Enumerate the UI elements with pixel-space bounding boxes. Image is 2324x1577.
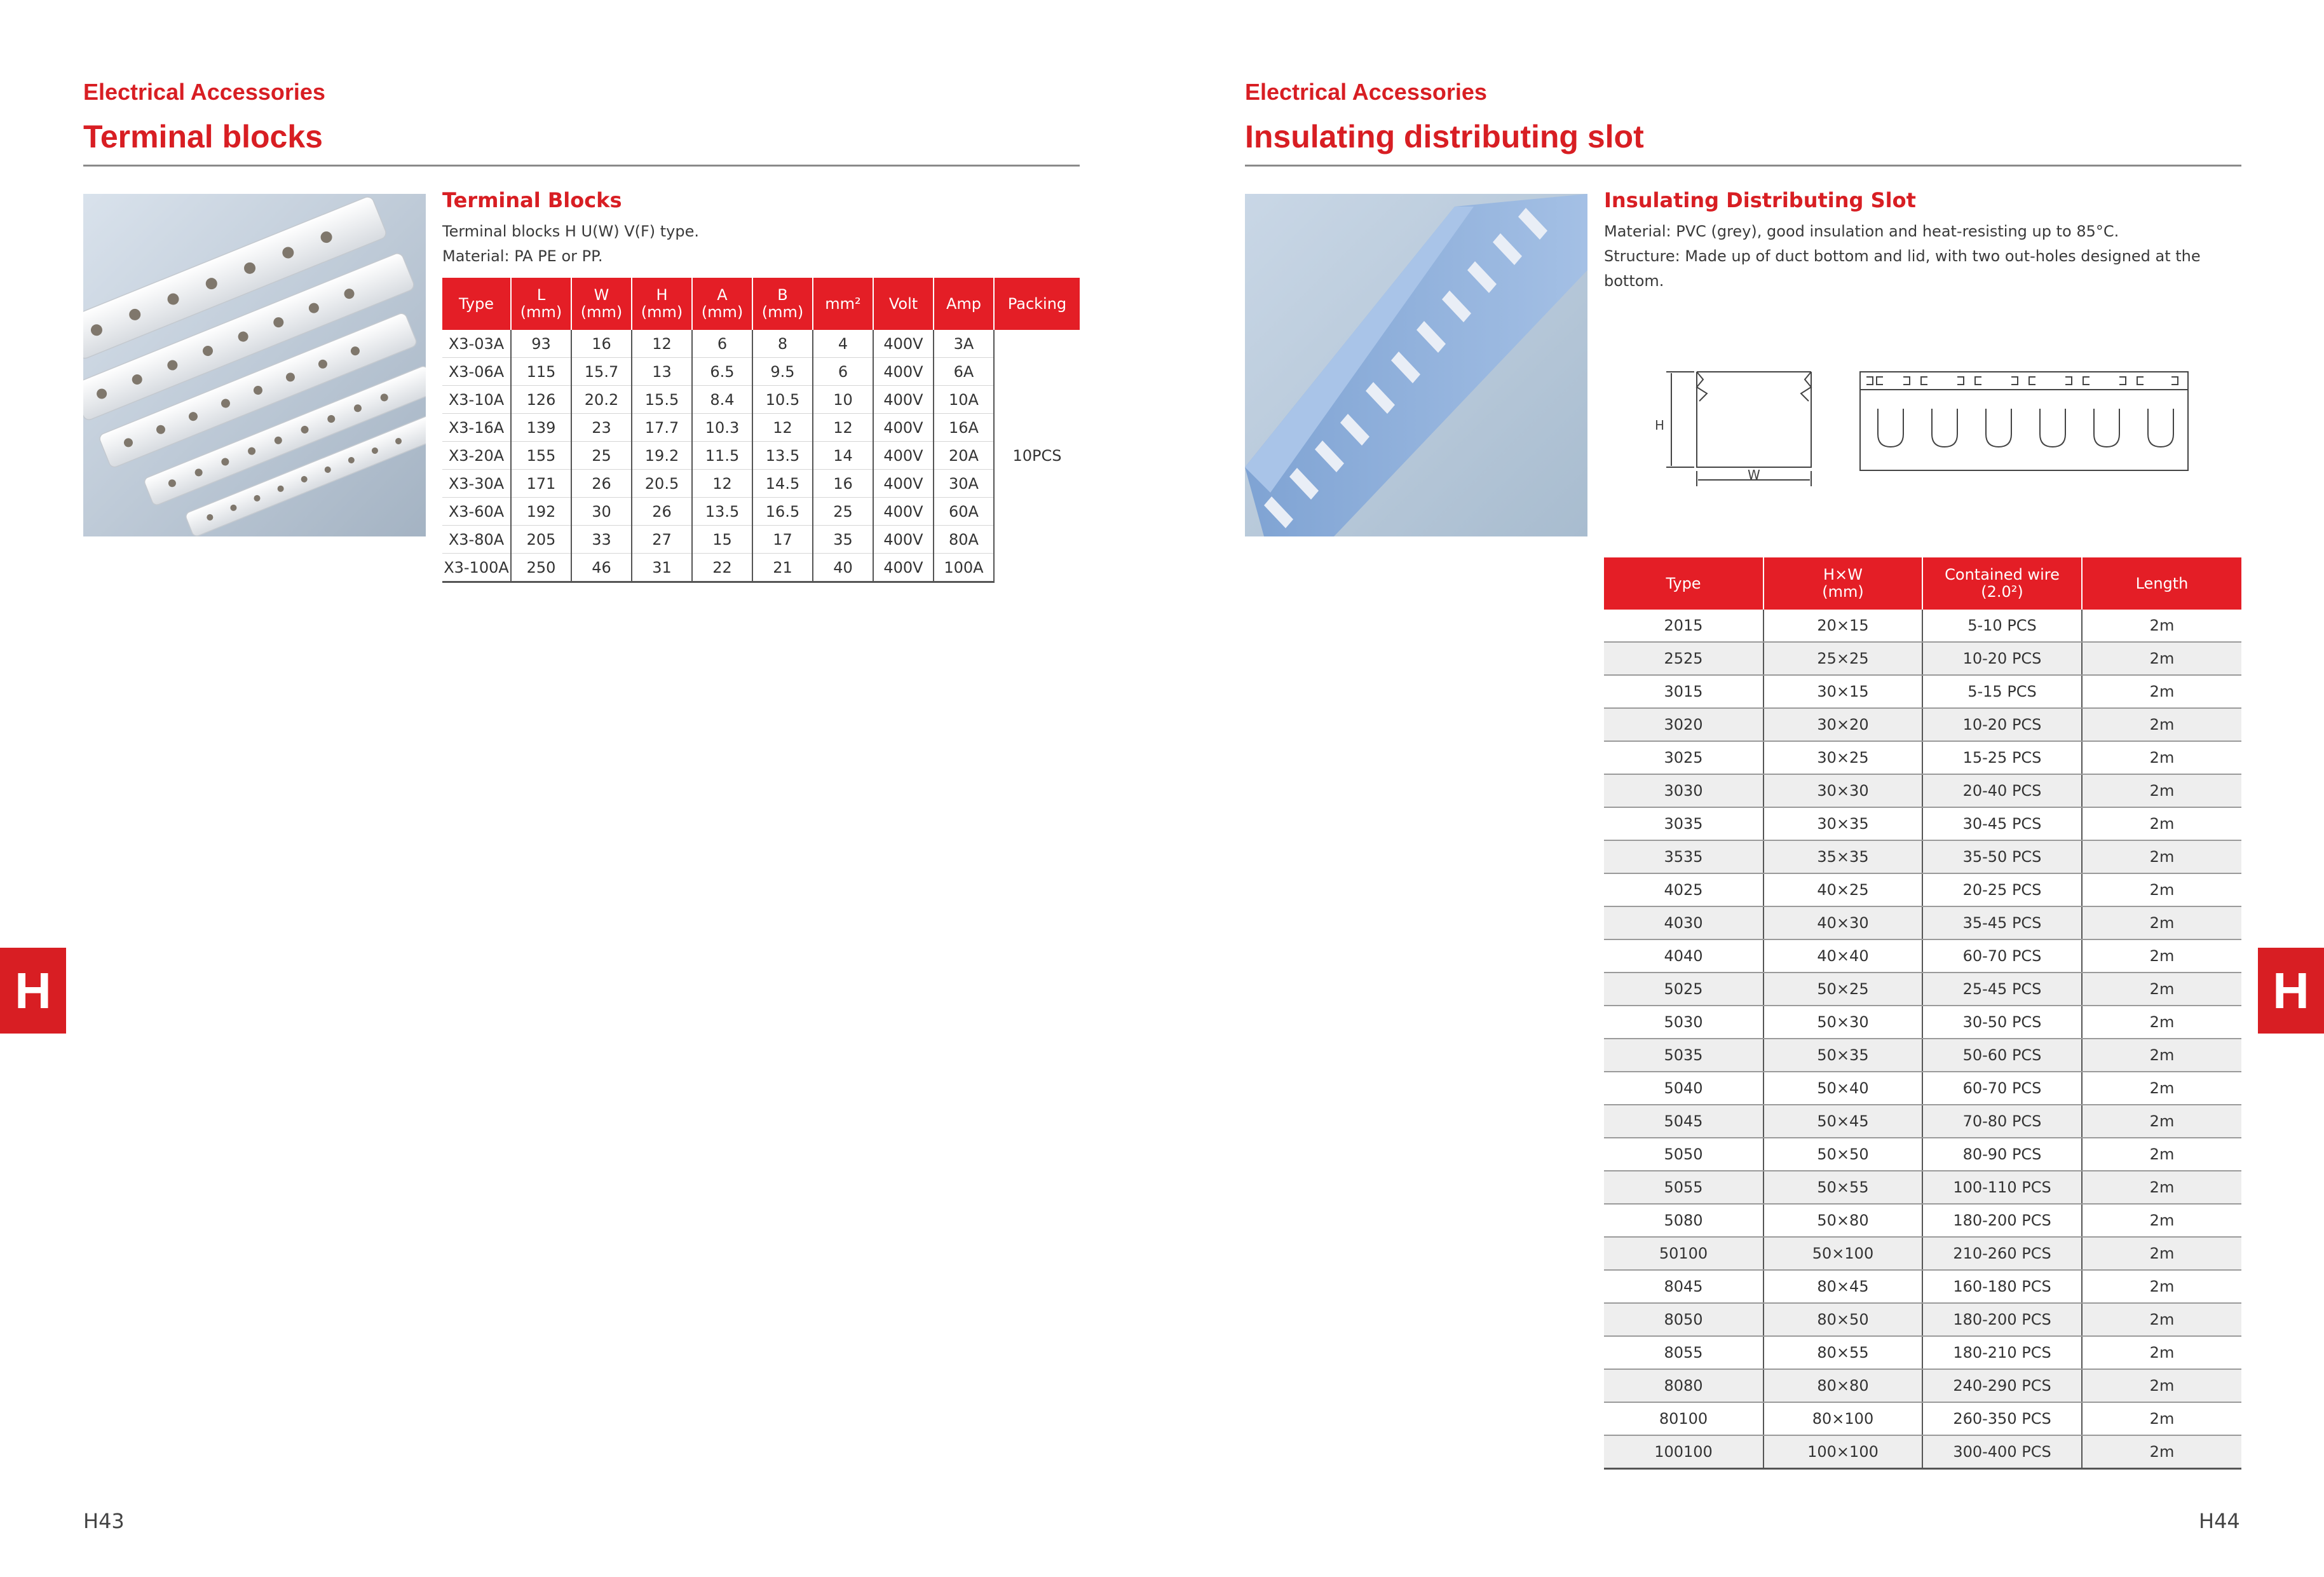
terminal-blocks-photo: [83, 194, 426, 536]
table-cell: 2m: [2082, 741, 2241, 774]
table-cell: 10.3: [692, 414, 752, 442]
table-cell: 50×45: [1763, 1105, 1922, 1138]
table-cell: 115: [511, 358, 571, 386]
table-cell: 2m: [2082, 1336, 2241, 1369]
table-row: [1604, 610, 2241, 642]
table-cell: 2m: [2082, 1237, 2241, 1270]
table-row: [1604, 1303, 2241, 1336]
table-cell: X3-03A: [442, 330, 511, 358]
table-row: [1604, 840, 2241, 873]
table-cell: 2m: [2082, 906, 2241, 939]
table-cell: 22: [692, 554, 752, 582]
table-cell: 26: [571, 470, 632, 498]
table-cell: 4025: [1604, 873, 1763, 906]
left-page-number: H43: [83, 1509, 125, 1533]
header-unit: (mm): [701, 303, 744, 321]
header-label: H×W: [1823, 566, 1863, 584]
table-cell: 50×50: [1763, 1138, 1922, 1171]
duct-side-view-diagram: [1859, 371, 2189, 472]
table-header-cell: [994, 278, 1080, 330]
table-cell: X3-16A: [442, 414, 511, 442]
table-cell: 50100: [1604, 1237, 1763, 1270]
header-unit: (2.0²): [1981, 583, 2023, 601]
table-cell: 26: [632, 498, 692, 526]
table-cell: 16: [571, 330, 632, 358]
table-cell: 210-260 PCS: [1922, 1237, 2082, 1270]
table-cell: 100-110 PCS: [1922, 1171, 2082, 1204]
table-header-cell: [692, 278, 752, 330]
right-desc-material: Material: PVC (grey), good insulation and heat-resisting up to 85°C.: [1604, 222, 2119, 240]
table-cell: 160-180 PCS: [1922, 1270, 2082, 1303]
table-cell: 2m: [2082, 807, 2241, 840]
header-unit: (mm): [761, 303, 804, 321]
table-cell: 35-50 PCS: [1922, 840, 2082, 873]
table-row: [1604, 1138, 2241, 1171]
table-cell: 31: [632, 554, 692, 582]
table-cell: 3035: [1604, 807, 1763, 840]
table-cell: 2m: [2082, 973, 2241, 1006]
table-cell: 17: [752, 526, 813, 554]
table-cell: 60-70 PCS: [1922, 1072, 2082, 1105]
table-cell: 30×35: [1763, 807, 1922, 840]
table-cell: 25-45 PCS: [1922, 973, 2082, 1006]
table-cell: 50×80: [1763, 1204, 1922, 1237]
table-cell: 15: [692, 526, 752, 554]
table-row: [1604, 1105, 2241, 1138]
table-row: [1604, 1435, 2241, 1469]
table-header-cell: [1922, 557, 2082, 610]
table-row: [1604, 1402, 2241, 1435]
table-cell: 16.5: [752, 498, 813, 526]
header-label: Amp: [946, 294, 982, 313]
table-cell: 35×35: [1763, 840, 1922, 873]
side-tab-right: H: [2258, 948, 2324, 1034]
table-cell: 50×25: [1763, 973, 1922, 1006]
table-cell: 5080: [1604, 1204, 1763, 1237]
table-cell: 400V: [873, 470, 934, 498]
table-cell: X3-20A: [442, 442, 511, 470]
table-cell: 30×30: [1763, 774, 1922, 807]
table-row: [1604, 807, 2241, 840]
table-cell: 40×40: [1763, 939, 1922, 973]
right-category: Electrical Accessories: [1245, 79, 1487, 105]
table-row: [442, 414, 1080, 442]
right-desc-structure: Structure: Made up of duct bottom and lid, with two out-holes designed at the: [1604, 247, 2201, 265]
table-cell: 25×25: [1763, 642, 1922, 675]
table-cell: 2m: [2082, 1171, 2241, 1204]
table-cell: 2m: [2082, 1072, 2241, 1105]
header-label: H: [656, 286, 668, 304]
duct-cross-section-diagram: [1646, 365, 1830, 493]
header-label: A: [717, 286, 728, 304]
diagram-w-label: W: [1748, 467, 1760, 482]
header-label: Type: [458, 294, 494, 313]
table-cell: 205: [511, 526, 571, 554]
left-section-title: Terminal Blocks: [442, 188, 622, 212]
table-cell: 180-200 PCS: [1922, 1303, 2082, 1336]
table-cell: 3030: [1604, 774, 1763, 807]
table-header-cell: [813, 278, 873, 330]
table-row: [442, 498, 1080, 526]
table-cell: 14: [813, 442, 873, 470]
table-cell: 8.4: [692, 386, 752, 414]
table-row: [1604, 708, 2241, 741]
table-cell: 2m: [2082, 1435, 2241, 1469]
table-cell: 13: [632, 358, 692, 386]
table-cell: 20A: [934, 442, 994, 470]
table-header-cell: [752, 278, 813, 330]
table-cell: 6A: [934, 358, 994, 386]
table-cell: 2m: [2082, 1039, 2241, 1072]
table-cell: 400V: [873, 442, 934, 470]
table-cell: 25: [571, 442, 632, 470]
table-cell: 12: [692, 470, 752, 498]
table-cell: 240-290 PCS: [1922, 1369, 2082, 1402]
table-cell: 100100: [1604, 1435, 1763, 1469]
table-cell: 400V: [873, 358, 934, 386]
table-cell: 2m: [2082, 610, 2241, 642]
table-row: [442, 358, 1080, 386]
table-cell: 260-350 PCS: [1922, 1402, 2082, 1435]
right-page-number: H44: [2199, 1509, 2240, 1533]
table-cell: 4040: [1604, 939, 1763, 973]
right-page-title: Insulating distributing slot: [1245, 119, 1644, 154]
table-cell: 50×30: [1763, 1006, 1922, 1039]
table-header-row: [442, 278, 1080, 330]
table-row: [1604, 973, 2241, 1006]
table-cell: 5-15 PCS: [1922, 675, 2082, 708]
table-cell: 400V: [873, 330, 934, 358]
table-cell: 171: [511, 470, 571, 498]
table-cell: 2m: [2082, 939, 2241, 973]
header-label: L: [536, 286, 546, 304]
table-cell: 4: [813, 330, 873, 358]
table-cell: 10A: [934, 386, 994, 414]
header-label: B: [777, 286, 788, 304]
table-cell: 5-10 PCS: [1922, 610, 2082, 642]
table-cell: 400V: [873, 386, 934, 414]
table-row: [1604, 1369, 2241, 1402]
table-cell: 5030: [1604, 1006, 1763, 1039]
table-cell: 2m: [2082, 1204, 2241, 1237]
table-cell: 15.7: [571, 358, 632, 386]
table-cell: 50×100: [1763, 1237, 1922, 1270]
table-cell: 16: [813, 470, 873, 498]
table-cell: 250: [511, 554, 571, 582]
table-header-cell: [873, 278, 934, 330]
table-cell: 80A: [934, 526, 994, 554]
table-cell: 70-80 PCS: [1922, 1105, 2082, 1138]
table-cell: 2m: [2082, 840, 2241, 873]
table-cell: 2015: [1604, 610, 1763, 642]
table-cell: 80×50: [1763, 1303, 1922, 1336]
table-cell: 8055: [1604, 1336, 1763, 1369]
table-cell: 12: [632, 330, 692, 358]
table-cell: 139: [511, 414, 571, 442]
table-header-cell: [442, 278, 511, 330]
table-cell: 23: [571, 414, 632, 442]
table-row: [1604, 675, 2241, 708]
table-cell: 3A: [934, 330, 994, 358]
table-cell: 2m: [2082, 675, 2241, 708]
table-cell: 3025: [1604, 741, 1763, 774]
left-page-title: Terminal blocks: [83, 119, 323, 154]
table-cell: 12: [813, 414, 873, 442]
table-cell: 80-90 PCS: [1922, 1138, 2082, 1171]
left-title-rule: [83, 165, 1080, 167]
table-cell: 5035: [1604, 1039, 1763, 1072]
table-cell: 4030: [1604, 906, 1763, 939]
table-row: [1604, 1204, 2241, 1237]
table-cell: 30×20: [1763, 708, 1922, 741]
table-cell: 60A: [934, 498, 994, 526]
header-label: Packing: [1007, 294, 1067, 313]
duct-photo: [1245, 194, 1587, 536]
table-cell: 3015: [1604, 675, 1763, 708]
table-cell: 30-45 PCS: [1922, 807, 2082, 840]
table-cell: 180-200 PCS: [1922, 1204, 2082, 1237]
table-cell: 300-400 PCS: [1922, 1435, 2082, 1469]
table-cell: 30-50 PCS: [1922, 1006, 2082, 1039]
table-cell: 155: [511, 442, 571, 470]
table-cell: 400V: [873, 554, 934, 582]
header-unit: (mm): [641, 303, 683, 321]
header-label: Contained wire: [1945, 566, 2060, 584]
table-cell: 2m: [2082, 642, 2241, 675]
table-cell: 20-40 PCS: [1922, 774, 2082, 807]
header-unit: (mm): [580, 303, 623, 321]
table-row: [1604, 873, 2241, 906]
table-cell: 3020: [1604, 708, 1763, 741]
diagram-h-label: H: [1655, 418, 1665, 433]
table-cell: 2525: [1604, 642, 1763, 675]
table-cell: 180-210 PCS: [1922, 1336, 2082, 1369]
table-cell: X3-10A: [442, 386, 511, 414]
table-cell: 2m: [2082, 1270, 2241, 1303]
table-cell: 35: [813, 526, 873, 554]
table-cell: 126: [511, 386, 571, 414]
table-cell: 40: [813, 554, 873, 582]
table-cell: 12: [752, 414, 813, 442]
table-cell: 2m: [2082, 708, 2241, 741]
table-cell: 2m: [2082, 1105, 2241, 1138]
table-cell: 20.5: [632, 470, 692, 498]
table-cell: 15-25 PCS: [1922, 741, 2082, 774]
terminal-blocks-table: [442, 278, 1080, 583]
table-row: [1604, 1171, 2241, 1204]
table-cell: 30A: [934, 470, 994, 498]
table-cell: 400V: [873, 498, 934, 526]
table-row: [1604, 741, 2241, 774]
table-cell: 5050: [1604, 1138, 1763, 1171]
header-label: mm²: [825, 294, 861, 313]
table-cell: 16A: [934, 414, 994, 442]
right-title-rule: [1245, 165, 2241, 167]
table-cell: 11.5: [692, 442, 752, 470]
table-cell: 5025: [1604, 973, 1763, 1006]
table-row: [442, 330, 1080, 358]
table-row: [442, 386, 1080, 414]
table-cell: 2m: [2082, 1369, 2241, 1402]
table-cell: 2m: [2082, 1402, 2241, 1435]
table-cell: 50×40: [1763, 1072, 1922, 1105]
table-row: [1604, 906, 2241, 939]
table-cell: 6: [813, 358, 873, 386]
table-cell: 5045: [1604, 1105, 1763, 1138]
header-unit: (mm): [520, 303, 562, 321]
table-cell: 100×100: [1763, 1435, 1922, 1469]
table-cell: 30×25: [1763, 741, 1922, 774]
table-cell: 400V: [873, 526, 934, 554]
table-cell: 93: [511, 330, 571, 358]
left-desc-material: Material: PA PE or PP.: [442, 247, 603, 265]
table-cell: 13.5: [692, 498, 752, 526]
table-cell: 21: [752, 554, 813, 582]
table-row: [442, 442, 1080, 470]
table-cell: 40×25: [1763, 873, 1922, 906]
table-cell: 14.5: [752, 470, 813, 498]
table-cell: 27: [632, 526, 692, 554]
table-cell: 50×55: [1763, 1171, 1922, 1204]
table-cell: 5055: [1604, 1171, 1763, 1204]
table-cell: 80×55: [1763, 1336, 1922, 1369]
table-cell: 15.5: [632, 386, 692, 414]
header-label: Type: [1666, 574, 1701, 592]
table-cell: X3-80A: [442, 526, 511, 554]
table-cell: X3-60A: [442, 498, 511, 526]
table-cell: 2m: [2082, 873, 2241, 906]
table-cell: 25: [813, 498, 873, 526]
duct-size-table: [1604, 557, 2241, 1470]
table-cell: X3-30A: [442, 470, 511, 498]
table-row: [442, 526, 1080, 554]
table-cell: X3-100A: [442, 554, 511, 582]
table-cell: 5040: [1604, 1072, 1763, 1105]
header-label: Volt: [888, 294, 918, 313]
right-desc-structure-cont: bottom.: [1604, 272, 1664, 290]
table-header-cell: [632, 278, 692, 330]
left-desc-type: Terminal blocks H U(W) V(F) type.: [442, 222, 700, 240]
table-row: [1604, 939, 2241, 973]
header-unit: (mm): [1822, 583, 1864, 601]
table-cell: 33: [571, 526, 632, 554]
table-cell: 10-20 PCS: [1922, 708, 2082, 741]
table-cell: 8045: [1604, 1270, 1763, 1303]
table-cell: 8080: [1604, 1369, 1763, 1402]
packing-cell: 10PCS: [1012, 447, 1062, 465]
table-header-cell: [1763, 557, 1922, 610]
table-row: [1604, 1237, 2241, 1270]
table-row: [442, 470, 1080, 498]
table-cell: 9.5: [752, 358, 813, 386]
left-category: Electrical Accessories: [83, 79, 325, 105]
table-row: [1604, 1039, 2241, 1072]
table-header-cell: [571, 278, 632, 330]
table-cell: 400V: [873, 414, 934, 442]
table-cell: 50×35: [1763, 1039, 1922, 1072]
header-label: Length: [2135, 574, 2189, 592]
table-cell: 8050: [1604, 1303, 1763, 1336]
table-cell: 20.2: [571, 386, 632, 414]
table-cell: 2m: [2082, 1006, 2241, 1039]
table-cell: 3535: [1604, 840, 1763, 873]
table-cell: X3-06A: [442, 358, 511, 386]
table-cell: 46: [571, 554, 632, 582]
table-header-cell: [2082, 557, 2241, 610]
table-cell: 8: [752, 330, 813, 358]
header-label: W: [594, 286, 609, 304]
table-row: [1604, 774, 2241, 807]
table-cell: 50-60 PCS: [1922, 1039, 2082, 1072]
table-cell: 19.2: [632, 442, 692, 470]
table-row: [1604, 1270, 2241, 1303]
table-cell: 100A: [934, 554, 994, 582]
table-row: [1604, 642, 2241, 675]
table-cell: 40×30: [1763, 906, 1922, 939]
table-cell: 35-45 PCS: [1922, 906, 2082, 939]
table-header-cell: [1604, 557, 1763, 610]
table-cell: 20×15: [1763, 610, 1922, 642]
table-row: [1604, 1336, 2241, 1369]
table-cell: 80×45: [1763, 1270, 1922, 1303]
table-row: [1604, 1006, 2241, 1039]
table-cell: 10-20 PCS: [1922, 642, 2082, 675]
table-cell: 13.5: [752, 442, 813, 470]
table-cell: 80100: [1604, 1402, 1763, 1435]
table-cell: 20-25 PCS: [1922, 873, 2082, 906]
table-cell: 6.5: [692, 358, 752, 386]
table-cell: 6: [692, 330, 752, 358]
table-cell: 17.7: [632, 414, 692, 442]
table-header-cell: [511, 278, 571, 330]
table-cell: 10: [813, 386, 873, 414]
table-cell: 30×15: [1763, 675, 1922, 708]
table-header-cell: [934, 278, 994, 330]
table-cell: 192: [511, 498, 571, 526]
table-row: [1604, 1072, 2241, 1105]
table-cell: 80×100: [1763, 1402, 1922, 1435]
table-cell: 80×80: [1763, 1369, 1922, 1402]
table-cell: 60-70 PCS: [1922, 939, 2082, 973]
table-cell: 10.5: [752, 386, 813, 414]
table-cell: 30: [571, 498, 632, 526]
table-cell: 2m: [2082, 1303, 2241, 1336]
table-row: [442, 554, 1080, 582]
side-tab-left: H: [0, 948, 66, 1034]
table-cell: 2m: [2082, 774, 2241, 807]
table-cell: 2m: [2082, 1138, 2241, 1171]
table-header-row: [1604, 557, 2241, 610]
right-section-title: Insulating Distributing Slot: [1604, 188, 1916, 212]
